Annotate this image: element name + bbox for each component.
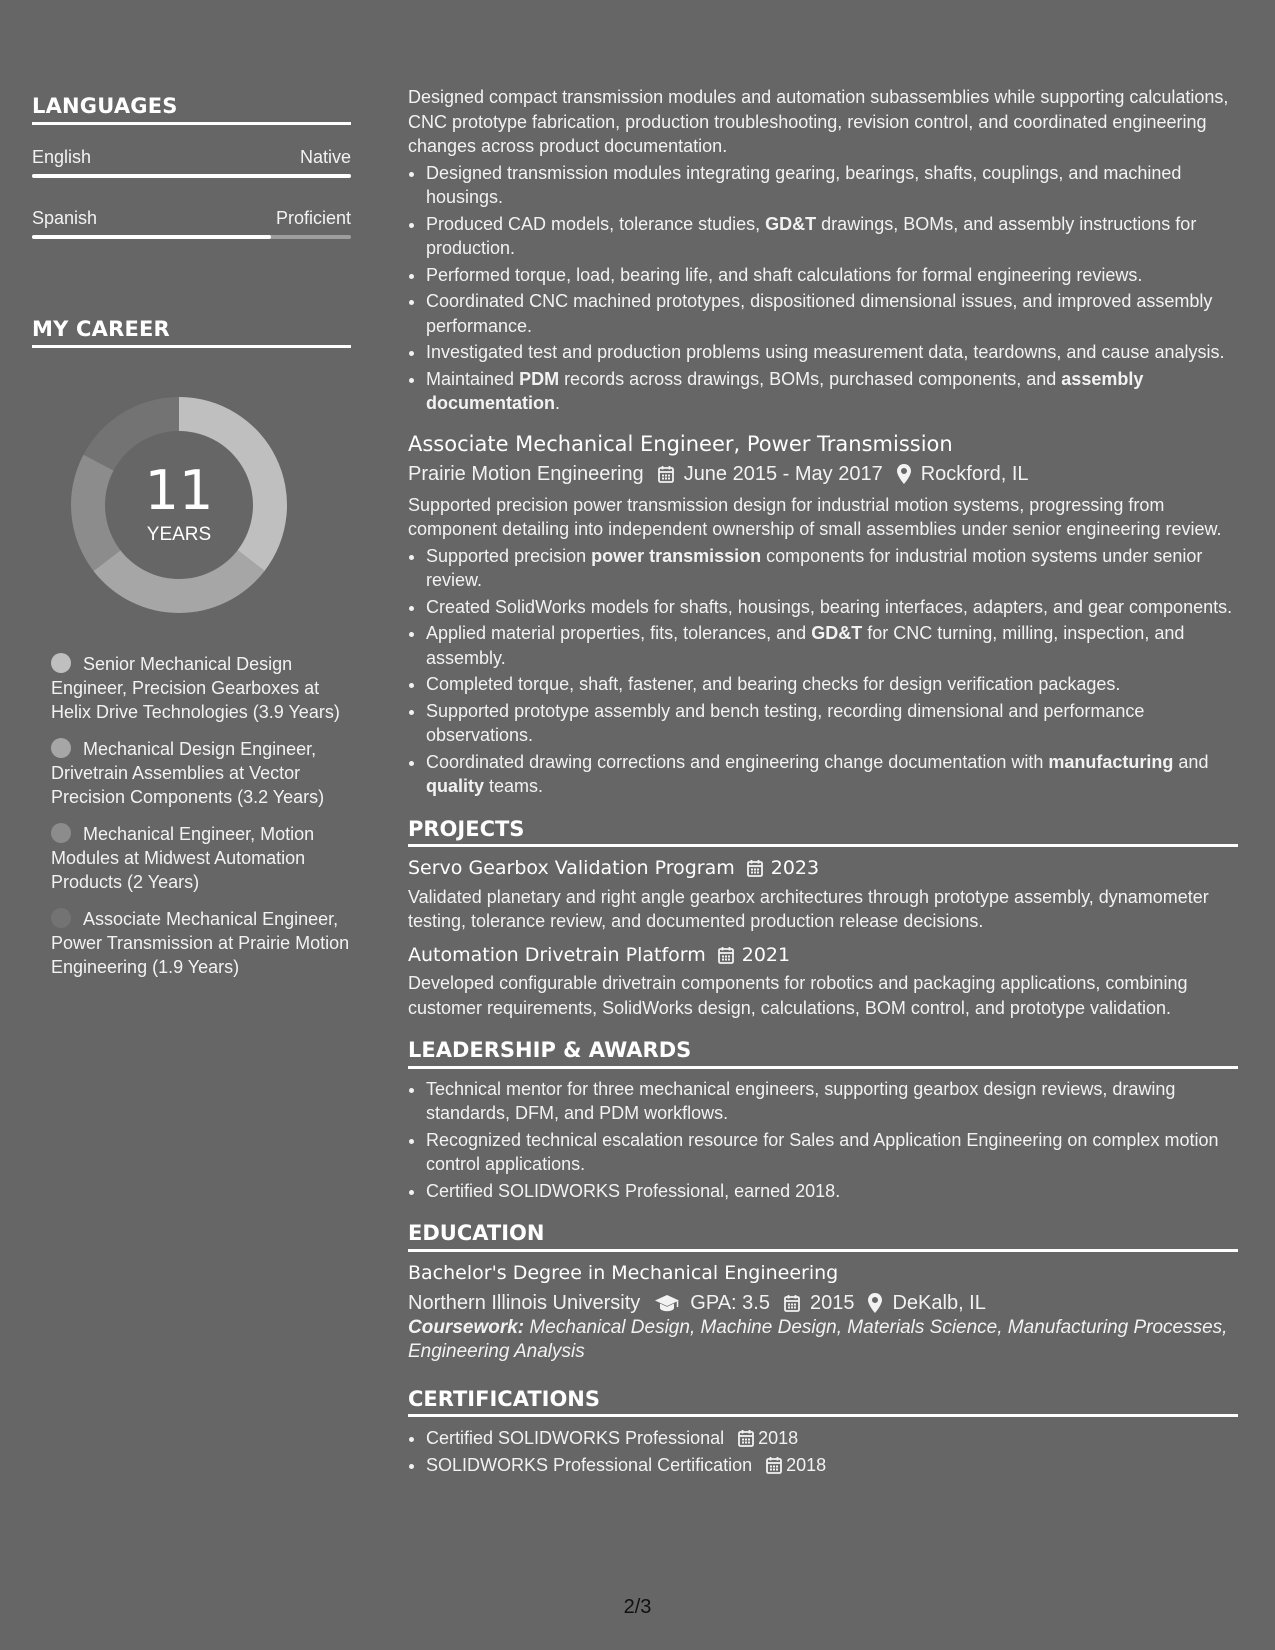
career-dot-icon bbox=[51, 823, 71, 843]
job-bullet: • Created SolidWorks models for shafts, housings, bearing interfaces, adapters, and gear components. bbox=[426, 595, 1238, 620]
calendar-icon bbox=[658, 465, 674, 483]
school-name: Northern Illinois University bbox=[408, 1292, 641, 1314]
language-name: English bbox=[32, 147, 92, 167]
certification-item bbox=[426, 1426, 1238, 1451]
job-meta bbox=[408, 462, 1238, 487]
language-level: Native bbox=[299, 147, 351, 167]
career-donut-chart bbox=[66, 392, 292, 618]
project-year: 2021 bbox=[741, 943, 791, 966]
job-bullet: • Maintained PDM records across drawings, BOMs, purchased components, and assembly documentation. bbox=[426, 367, 1238, 416]
language-proficiency-bar bbox=[32, 174, 351, 178]
job-bullet: • Produced CAD models, tolerance studies, GD&T drawings, BOMs, and assembly instructions for production. bbox=[426, 212, 1238, 261]
calendar-icon bbox=[718, 946, 734, 964]
leadership-item: • Technical mentor for three mechanical engineers, supporting gearbox design reviews, drawing standards, DFM, and PDM workflows. bbox=[426, 1077, 1238, 1126]
job-location: Rockford, IL bbox=[920, 463, 1029, 485]
location-pin-icon bbox=[868, 1293, 882, 1313]
language-item bbox=[32, 208, 351, 239]
job-dates: June 2015 - May 2017 bbox=[683, 463, 883, 485]
leadership-list bbox=[408, 1077, 1238, 1204]
graduation-year: 2015 bbox=[809, 1292, 855, 1314]
job-bullet: • Supported precision power transmission components for industrial motion systems under senior review. bbox=[426, 544, 1238, 593]
leadership-heading: LEADERSHIP & AWARDS bbox=[408, 1038, 1238, 1069]
certification-list bbox=[408, 1426, 1238, 1477]
calendar-icon bbox=[747, 859, 763, 877]
project-item bbox=[408, 856, 1238, 934]
career-dot-icon bbox=[51, 738, 71, 758]
language-name: Spanish bbox=[32, 208, 98, 228]
leadership-item: • Certified SOLIDWORKS Professional, earned 2018. bbox=[426, 1179, 1238, 1204]
job-bullet: • Supported prototype assembly and bench testing, recording dimensional and performance observations. bbox=[426, 699, 1238, 748]
career-list bbox=[32, 652, 351, 979]
job-title: Associate Mechanical Engineer, Power Transmission bbox=[408, 431, 953, 456]
job-summary: Designed compact transmission modules and automation subassemblies while supporting calculations, CNC prototype fabrication, production troubleshooting, revision control, and coordinated engineering changes across product documentation. bbox=[408, 87, 1229, 156]
certification-item bbox=[426, 1453, 1238, 1478]
career-item: Mechanical Design Engineer, Drivetrain Assemblies at Vector Precision Components (3.2 Years) bbox=[51, 739, 325, 807]
career-years-label: YEARS bbox=[146, 524, 212, 545]
language-item bbox=[32, 147, 351, 178]
language-level: Proficient bbox=[275, 208, 351, 228]
calendar-icon bbox=[738, 1429, 754, 1447]
job-bullet: • Coordinated drawing corrections and engineering change documentation with manufacturing and quality teams. bbox=[426, 750, 1238, 799]
career-dot-icon bbox=[51, 908, 71, 928]
language-proficiency-bar bbox=[32, 235, 351, 239]
job-bullet: • Designed transmission modules integrating gearing, bearings, shafts, couplings, and machined housings. bbox=[426, 161, 1238, 210]
career-years-number: 11 bbox=[144, 459, 214, 522]
graduation-cap-icon bbox=[654, 1294, 680, 1312]
job-bullet: • Investigated test and production problems using measurement data, teardowns, and cause analysis. bbox=[426, 340, 1238, 365]
leadership-item: • Recognized technical escalation resource for Sales and Application Engineering on complex motion control applications. bbox=[426, 1128, 1238, 1177]
job-bullet: • Coordinated CNC machined prototypes, dispositioned dimensional issues, and improved assembly performance. bbox=[426, 289, 1238, 338]
certifications-heading: CERTIFICATIONS bbox=[408, 1387, 1238, 1418]
project-title: Servo Gearbox Validation Program bbox=[408, 857, 735, 879]
career-item: Mechanical Engineer, Motion Modules at Midwest Automation Products (2 Years) bbox=[51, 824, 315, 892]
project-item bbox=[408, 943, 1238, 1021]
education-meta bbox=[408, 1291, 1238, 1316]
job-bullet: • Completed torque, shaft, fastener, and bearing checks for design verification packages. bbox=[426, 672, 1238, 697]
career-item: Associate Mechanical Engineer, Power Transmission at Prairie Motion Engineering (1.9 Years) bbox=[51, 909, 350, 977]
page-number: 2/3 bbox=[623, 1596, 652, 1618]
career-heading: MY CAREER bbox=[32, 317, 351, 348]
projects-heading: PROJECTS bbox=[408, 817, 1238, 848]
career-dot-icon bbox=[51, 653, 71, 673]
certification-name: • Certified SOLIDWORKS Professional bbox=[426, 1428, 725, 1448]
job-bullet-list bbox=[408, 544, 1238, 799]
project-year: 2023 bbox=[770, 857, 820, 879]
school-location: DeKalb, IL bbox=[892, 1292, 986, 1314]
job-summary: Supported precision power transmission design for industrial motion systems, progressing from component detailing into independent ownership of small assemblies under senior engineering review. bbox=[408, 494, 1222, 539]
calendar-icon bbox=[766, 1456, 782, 1474]
languages-heading: LANGUAGES bbox=[32, 94, 351, 125]
language-list bbox=[32, 147, 351, 239]
certification-year: 2018 bbox=[758, 1428, 799, 1448]
calendar-icon bbox=[784, 1294, 800, 1312]
certification-name: • SOLIDWORKS Professional Certification bbox=[426, 1454, 753, 1475]
job-bullet: • Applied material properties, fits, tolerances, and GD&T for CNC turning, milling, inspection, and assembly. bbox=[426, 621, 1238, 670]
gpa: GPA: 3.5 bbox=[690, 1292, 770, 1314]
project-description: Validated planetary and right angle gearbox architectures through prototype assembly, dynamometer testing, tolerance review, and documented production release decisions. bbox=[408, 886, 1209, 931]
career-item: Senior Mechanical Design Engineer, Precision Gearboxes at Helix Drive Technologies (3.9 Years) bbox=[51, 654, 340, 722]
language-proficiency-fill bbox=[32, 235, 271, 239]
job-bullet-list bbox=[408, 161, 1238, 416]
job-bullet: • Performed torque, load, bearing life, and shaft calculations for formal engineering reviews. bbox=[426, 263, 1238, 288]
main-content bbox=[408, 85, 1238, 1479]
project-description: Developed configurable drivetrain components for robotics and packaging applications, combining customer requirements, SolidWorks design, calculations, BOM control, and prototype validation. bbox=[408, 973, 1188, 1018]
coursework: Coursework: Mechanical Design, Machine Design, Materials Science, Manufacturing Processes, Engineering Analysis bbox=[408, 1316, 1228, 1362]
location-pin-icon bbox=[897, 464, 911, 484]
donut-segment-2 bbox=[93, 550, 264, 613]
education-heading: EDUCATION bbox=[408, 1221, 1238, 1252]
degree-title: Bachelor's Degree in Mechanical Engineering bbox=[408, 1261, 839, 1284]
language-proficiency-fill bbox=[32, 174, 351, 178]
company-name: Prairie Motion Engineering bbox=[408, 463, 644, 485]
certification-year: 2018 bbox=[786, 1454, 827, 1475]
project-title: Automation Drivetrain Platform bbox=[408, 943, 706, 966]
sidebar bbox=[32, 94, 351, 992]
